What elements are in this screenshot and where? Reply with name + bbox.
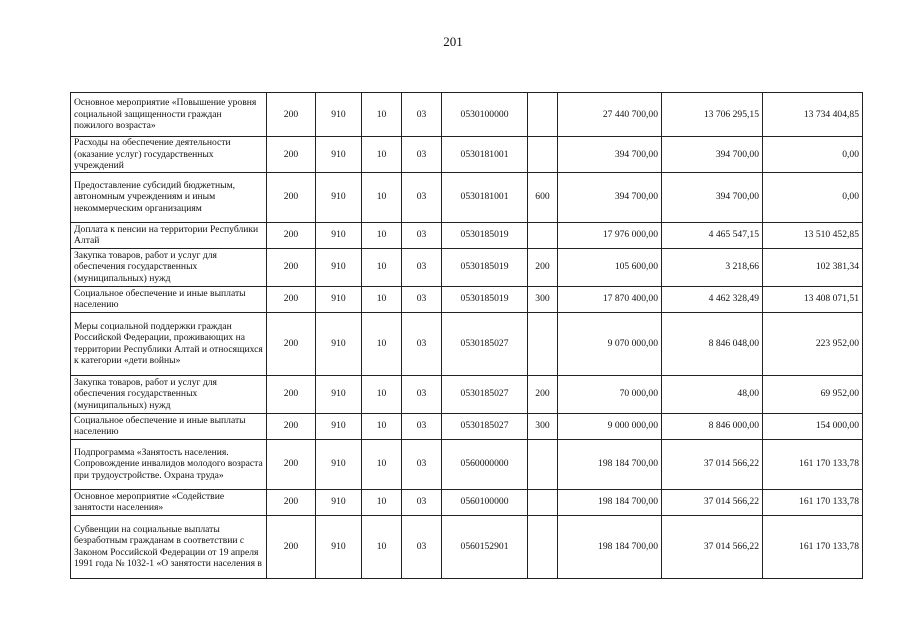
cell-executed-amount: 37 014 566,22: [662, 489, 763, 515]
table-row: [71, 172, 863, 222]
cell-admin-code: 200: [267, 439, 316, 489]
cell-target-article: 0530185027: [442, 312, 528, 375]
row-name: Меры социальной поддержки граждан Российской Федерации, проживающих на территории Республики Алтай и относящихся к категории «дети войны»: [71, 312, 267, 375]
cell-planned-amount: 394 700,00: [558, 137, 662, 173]
cell-subsection: 03: [402, 286, 442, 312]
cell-target-article: 0560152901: [442, 515, 528, 578]
row-name: Подпрограмма «Занятость населения. Сопровождение инвалидов молодого возраста при трудоустройстве. Охрана труда»: [71, 439, 267, 489]
cell-subsection: 03: [402, 375, 442, 413]
cell-target-article: 0530185027: [442, 413, 528, 439]
cell-section: 10: [362, 248, 402, 286]
cell-expense-type: [528, 439, 558, 489]
cell-executed-amount: 3 218,66: [662, 248, 763, 286]
cell-target-article: 0560000000: [442, 439, 528, 489]
cell-section: 10: [362, 375, 402, 413]
cell-admin-code: 200: [267, 222, 316, 248]
cell-planned-amount: 9 000 000,00: [558, 413, 662, 439]
table-row: [71, 439, 863, 489]
cell-expense-type: [528, 489, 558, 515]
cell-remaining-amount: 0,00: [763, 137, 863, 173]
cell-section: 10: [362, 222, 402, 248]
cell-admin-code: 200: [267, 489, 316, 515]
budget-table: [70, 92, 863, 579]
cell-subsection: 03: [402, 137, 442, 173]
cell-admin-code: 200: [267, 286, 316, 312]
cell-section: 10: [362, 93, 402, 137]
cell-executed-amount: 37 014 566,22: [662, 515, 763, 578]
row-name: Субвенции на социальные выплаты безработным гражданам в соответствии с Законом Российской Федерации от 19 апреля 1991 года № 1032-1 «О занятости населения в: [71, 515, 267, 578]
cell-planned-amount: 17 870 400,00: [558, 286, 662, 312]
table-row: [71, 413, 863, 439]
cell-ministry-code: 910: [316, 375, 362, 413]
cell-remaining-amount: 161 170 133,78: [763, 439, 863, 489]
row-name: Закупка товаров, работ и услуг для обеспечения государственных (муниципальных) нужд: [71, 375, 267, 413]
table-row: [71, 375, 863, 413]
cell-remaining-amount: 13 510 452,85: [763, 222, 863, 248]
cell-ministry-code: 910: [316, 312, 362, 375]
table-row: [71, 93, 863, 137]
cell-admin-code: 200: [267, 248, 316, 286]
row-name: Доплата к пенсии на территории Республики Алтай: [71, 222, 267, 248]
cell-admin-code: 200: [267, 413, 316, 439]
row-name: Предоставление субсидий бюджетным, автономным учреждениям и иным некоммерческим организациям: [71, 172, 267, 222]
cell-expense-type: 200: [528, 248, 558, 286]
cell-admin-code: 200: [267, 137, 316, 173]
cell-executed-amount: 13 706 295,15: [662, 93, 763, 137]
cell-remaining-amount: 154 000,00: [763, 413, 863, 439]
cell-remaining-amount: 223 952,00: [763, 312, 863, 375]
cell-section: 10: [362, 515, 402, 578]
cell-ministry-code: 910: [316, 137, 362, 173]
cell-subsection: 03: [402, 312, 442, 375]
cell-planned-amount: 105 600,00: [558, 248, 662, 286]
cell-ministry-code: 910: [316, 93, 362, 137]
cell-executed-amount: 8 846 048,00: [662, 312, 763, 375]
cell-target-article: 0530185019: [442, 248, 528, 286]
cell-subsection: 03: [402, 413, 442, 439]
cell-section: 10: [362, 312, 402, 375]
cell-section: 10: [362, 286, 402, 312]
cell-ministry-code: 910: [316, 515, 362, 578]
cell-subsection: 03: [402, 93, 442, 137]
cell-expense-type: 300: [528, 413, 558, 439]
cell-admin-code: 200: [267, 515, 316, 578]
cell-executed-amount: 394 700,00: [662, 172, 763, 222]
cell-planned-amount: 9 070 000,00: [558, 312, 662, 375]
cell-planned-amount: 394 700,00: [558, 172, 662, 222]
cell-expense-type: [528, 312, 558, 375]
cell-executed-amount: 48,00: [662, 375, 763, 413]
page-number: 201: [443, 34, 463, 49]
cell-section: 10: [362, 137, 402, 173]
cell-section: 10: [362, 489, 402, 515]
cell-target-article: 0530185027: [442, 375, 528, 413]
cell-admin-code: 200: [267, 172, 316, 222]
row-name: Основное мероприятие «Содействие занятости населения»: [71, 489, 267, 515]
row-name: Расходы на обеспечение деятельности (оказание услуг) государственных учреждений: [71, 137, 267, 173]
cell-section: 10: [362, 413, 402, 439]
cell-ministry-code: 910: [316, 413, 362, 439]
cell-planned-amount: 27 440 700,00: [558, 93, 662, 137]
cell-target-article: 0530185019: [442, 286, 528, 312]
cell-remaining-amount: 13 408 071,51: [763, 286, 863, 312]
cell-executed-amount: 4 465 547,15: [662, 222, 763, 248]
cell-subsection: 03: [402, 489, 442, 515]
cell-subsection: 03: [402, 248, 442, 286]
cell-ministry-code: 910: [316, 222, 362, 248]
cell-executed-amount: 4 462 328,49: [662, 286, 763, 312]
cell-planned-amount: 198 184 700,00: [558, 515, 662, 578]
cell-ministry-code: 910: [316, 172, 362, 222]
table-row: [71, 515, 863, 578]
cell-subsection: 03: [402, 439, 442, 489]
cell-remaining-amount: 69 952,00: [763, 375, 863, 413]
cell-subsection: 03: [402, 515, 442, 578]
cell-target-article: 0530181001: [442, 172, 528, 222]
cell-target-article: 0530181001: [442, 137, 528, 173]
cell-remaining-amount: 13 734 404,85: [763, 93, 863, 137]
row-name: Закупка товаров, работ и услуг для обеспечения государственных (муниципальных) нужд: [71, 248, 267, 286]
cell-admin-code: 200: [267, 312, 316, 375]
row-name: Социальное обеспечение и иные выплаты населению: [71, 286, 267, 312]
cell-expense-type: [528, 137, 558, 173]
row-name: Социальное обеспечение и иные выплаты населению: [71, 413, 267, 439]
cell-subsection: 03: [402, 172, 442, 222]
cell-ministry-code: 910: [316, 489, 362, 515]
cell-remaining-amount: 0,00: [763, 172, 863, 222]
cell-remaining-amount: 102 381,34: [763, 248, 863, 286]
cell-executed-amount: 394 700,00: [662, 137, 763, 173]
cell-target-article: 0530185019: [442, 222, 528, 248]
cell-section: 10: [362, 172, 402, 222]
cell-expense-type: [528, 515, 558, 578]
table-row: [71, 222, 863, 248]
cell-expense-type: 300: [528, 286, 558, 312]
cell-ministry-code: 910: [316, 286, 362, 312]
cell-target-article: 0560100000: [442, 489, 528, 515]
table-row: [71, 286, 863, 312]
cell-planned-amount: 70 000,00: [558, 375, 662, 413]
table-body: [71, 93, 863, 579]
cell-expense-type: [528, 222, 558, 248]
cell-admin-code: 200: [267, 93, 316, 137]
cell-expense-type: 200: [528, 375, 558, 413]
cell-planned-amount: 198 184 700,00: [558, 489, 662, 515]
table-row: [71, 489, 863, 515]
cell-executed-amount: 8 846 000,00: [662, 413, 763, 439]
cell-remaining-amount: 161 170 133,78: [763, 515, 863, 578]
cell-expense-type: [528, 93, 558, 137]
cell-expense-type: 600: [528, 172, 558, 222]
cell-subsection: 03: [402, 222, 442, 248]
cell-section: 10: [362, 439, 402, 489]
table-row: [71, 248, 863, 286]
cell-ministry-code: 910: [316, 248, 362, 286]
cell-remaining-amount: 161 170 133,78: [763, 489, 863, 515]
table-row: [71, 137, 863, 173]
table-row: [71, 312, 863, 375]
cell-executed-amount: 37 014 566,22: [662, 439, 763, 489]
row-name: Основное мероприятие «Повышение уровня социальной защищенности граждан пожилого возраста»: [71, 93, 267, 137]
cell-planned-amount: 198 184 700,00: [558, 439, 662, 489]
cell-admin-code: 200: [267, 375, 316, 413]
cell-ministry-code: 910: [316, 439, 362, 489]
cell-target-article: 0530100000: [442, 93, 528, 137]
cell-planned-amount: 17 976 000,00: [558, 222, 662, 248]
